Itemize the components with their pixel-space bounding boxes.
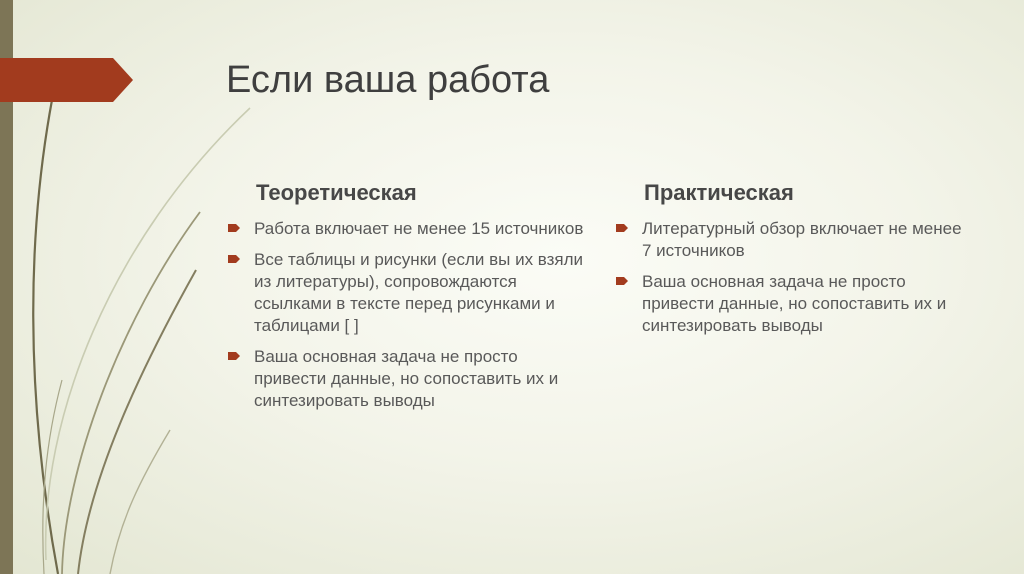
bullet-text: Все таблицы и рисунки (если вы их взяли из литературы), сопровождаются ссылками в тексте перед рисунками и таблицами [ ] [254,250,584,335]
column-heading: Практическая [644,180,794,205]
arrow-bullet-icon [228,223,240,233]
column-theoretical [226,178,586,421]
arrow-bullet-icon [228,254,240,264]
list-item [614,218,974,262]
bullet-list [226,218,586,412]
column-heading: Теоретическая [256,180,417,205]
list-item [226,218,586,240]
arrow-bullet-icon [616,223,628,233]
bullet-text: Ваша основная задача не просто привести данные, но сопоставить их и синтезировать выводы [642,272,947,335]
slide-title: Если ваша работа [226,59,550,101]
arrow-bullet-icon [228,351,240,361]
column-practical [614,178,974,346]
list-item [226,249,586,337]
bullet-text: Ваша основная задача не просто привести данные, но сопоставить их и синтезировать выводы [254,347,559,410]
bullet-text: Работа включает не менее 15 источников [254,219,584,238]
arrow-bullet-icon [616,276,628,286]
list-item [226,346,586,412]
bullet-list [614,218,974,337]
bullet-text: Литературный обзор включает не менее 7 источников [642,219,962,260]
list-item [614,271,974,337]
title-marker-arrow [0,58,133,102]
